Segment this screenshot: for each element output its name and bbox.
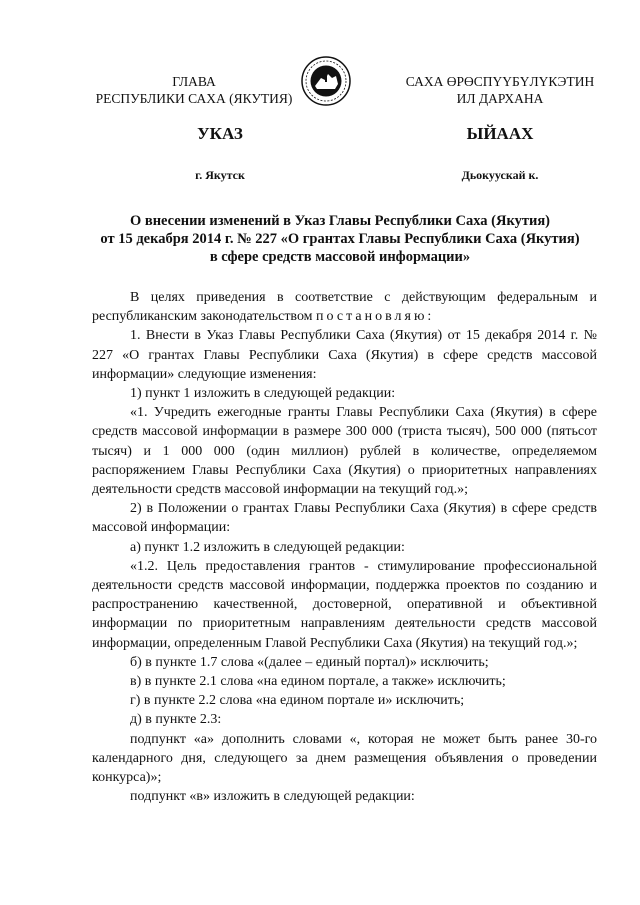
issuer-sa-line1: САХА ӨРӨСПҮҮБҮЛҮКЭТИН (405, 74, 595, 89)
document-title-line3: в сфере средств массовой информации» (209, 249, 471, 265)
paragraph-2: 1) пункт 1 изложить в следующей редакции: (130, 386, 396, 402)
paragraph-8: в) в пункте 2.1 слова «на едином портале, а также» исключить; (130, 674, 506, 690)
document-title-line2: от 15 декабря 2014 г. № 227 «О грантах Главы Республики Саха (Якутия) (100, 231, 580, 247)
decree-title-ru: УКАЗ (197, 124, 243, 143)
paragraph-10: д) в пункте 2.3: (130, 712, 222, 728)
paragraph-1: 1. Внести в Указ Главы Республики Саха (Якутия) от 15 декабря 2014 г. № 227 «О грантах Главы Республики Саха (Якутия) в сфере средств массовой информации» следующие изменения: (92, 328, 597, 382)
paragraph-preamble (92, 288, 597, 326)
paragraph-5: а) пункт 1.2 изложить в следующей редакции: (130, 539, 405, 555)
document-title-line1: О внесении изменений в Указ Главы Республики Саха (Якутия) (129, 213, 551, 229)
city-sa: Дьокуускай к. (461, 168, 539, 182)
republic-emblem-icon (301, 56, 351, 106)
city-ru: г. Якутск (195, 168, 245, 182)
paragraph-3: «1. Учредить ежегодные гранты Главы Республики Саха (Якутия) в сфере средств массовой информации в размере 300 000 (триста тысяч), 500 000 (пятьсот тысяч) и 1 000 000 (один миллион) рублей в количестве, определяемом распоряжением Главы Республики Саха (Якутия) о приоритетных направлениях деятельности средств массовой информации на текущий год.»; (92, 405, 597, 498)
document-title (80, 212, 600, 266)
paragraph-11: подпункт «а» дополнить словами «, которая не может быть ранее 30-го календарного дня, следующего за днем размещения объявления о проведении конкурса)»; (92, 731, 597, 786)
paragraph-4: 2) в Положении о грантах Главы Республики Саха (Якутия) в сфере средств массовой информации: (92, 501, 597, 536)
issuer-ru-line2: РЕСПУБЛИКИ САХА (ЯКУТИЯ) (95, 91, 293, 106)
paragraph-12: подпункт «в» изложить в следующей редакции: (130, 789, 415, 805)
issuer-sa-line2: ИЛ ДАРХАНА (456, 91, 544, 106)
paragraph-9: г) в пункте 2.2 слова «на едином портале и» исключить; (130, 693, 465, 709)
decree-title-sa: ЫЙААХ (466, 124, 534, 143)
paragraph-6: «1.2. Цель предоставления грантов - стимулирование профессиональной деятельности средств массовой информации, поддержка проектов по созданию и распространению качественной, достоверной, оперативной и объективной информации по приоритетным направлениям деятельности средств массовой информации, определенным Главой Республики Саха (Якутия) на текущий год.»; (92, 558, 597, 651)
issuer-sa (380, 73, 620, 107)
document-body (92, 288, 597, 806)
preamble-text: В целях приведения в соответствие с действующим федеральным и республиканским законодательством (92, 290, 597, 325)
decree-word: постановляю: (316, 309, 435, 325)
issuer-ru (64, 73, 324, 107)
paragraph-7: б) в пункте 1.7 слова «(далее – единый портал)» исключить; (130, 654, 489, 670)
issuer-ru-line1: ГЛАВА (172, 74, 216, 89)
